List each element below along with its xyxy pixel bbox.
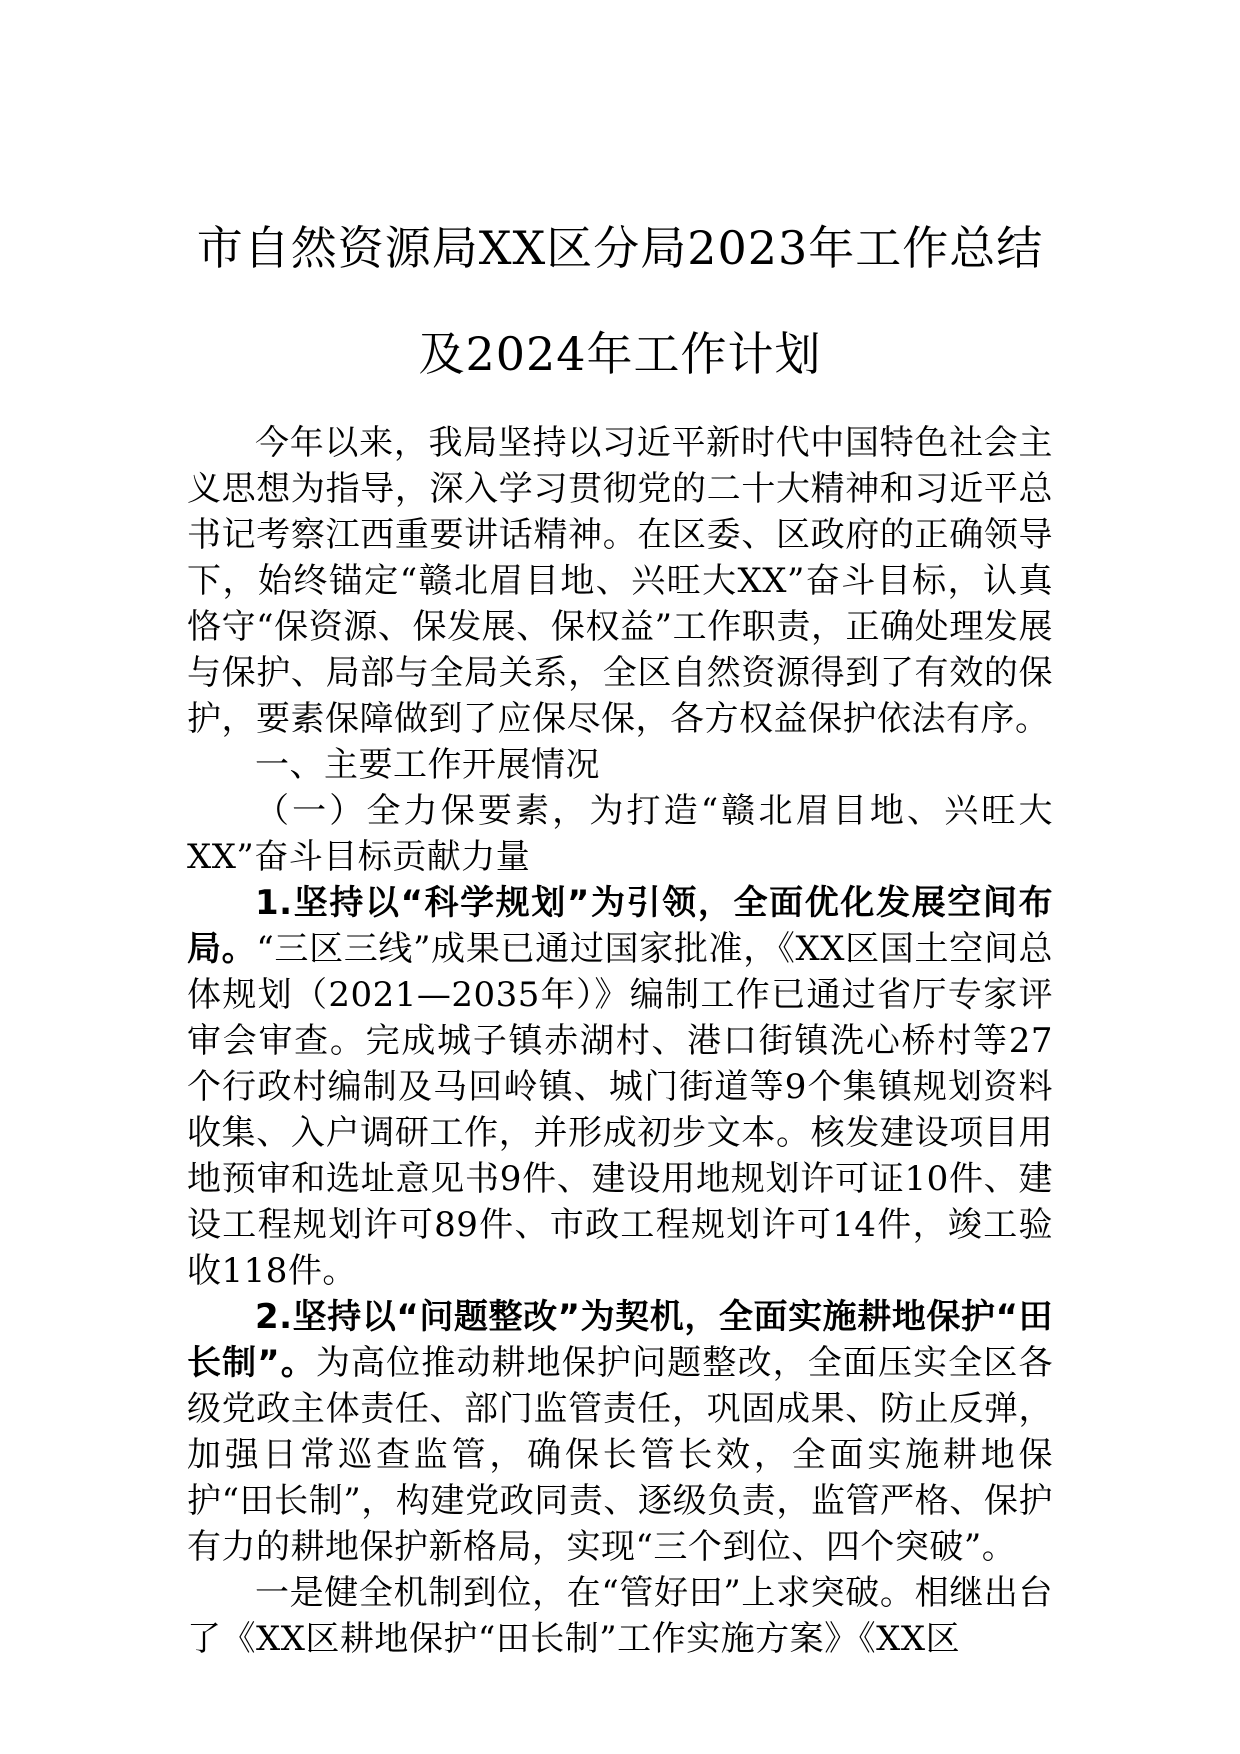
section-heading: 一、主要工作开展情况 xyxy=(255,745,600,785)
item-2-text: 为高位推动耕地保护问题整改，全面压实全区各级党政主体责任、部门监管责任，巩固成果、防止反弹，加强日常巡查监管，确保长管长效，全面实施耕地保护“田长制”，构建党政同责、逐级负责，监管严格、保护有力的耕地保护新格局，实现“三个到位、四个突破”。 xyxy=(187,1343,1053,1567)
item-1-lead: 1.坚持以“科学规划”为引领，全面优化发展空间布局。 xyxy=(187,883,1053,969)
document-body xyxy=(187,420,1053,1662)
title-line-2: 及2024年工作计划 xyxy=(418,327,822,381)
item-1-text: “三区三线”成果已通过国家批准，《XX区国土空间总体规划（2021—2035年）》编制工作已通过省厅专家评审会审查。完成城子镇赤湖村、港口街镇洗心桥村等27个行政村编制及马回岭镇、城门街道等9个集镇规划资料收集、入户调研工作，并形成初步文本。核发建设项目用地预审和选址意见书9件、建设用地规划许可证10件、建设工程规划许可89件、市政工程规划许可14件，竣工验收118件。 xyxy=(187,929,1053,1291)
intro-paragraph: 今年以来，我局坚持以习近平新时代中国特色社会主义思想为指导，深入学习贯彻党的二十大精神和习近平总书记考察江西重要讲话精神。在区委、区政府的正确领导下，始终锚定“赣北眉目地、兴旺大XX”奋斗目标，认真恪守“保资源、保发展、保权益”工作职责，正确处理发展与保护、局部与全局关系，全区自然资源得到了有效的保护，要素保障做到了应保尽保，各方权益保护依法有序。 xyxy=(187,423,1053,739)
title-line-1: 市自然资源局XX区分局2023年工作总结 xyxy=(196,221,1044,275)
item-2-paragraph xyxy=(187,1294,1053,1570)
mechanism-paragraph: 一是健全机制到位，在“管好田”上求突破。相继出台了《XX区耕地保护“田长制”工作实施方案》《XX区 xyxy=(187,1573,1053,1659)
subsection-heading: （一）全力保要素，为打造“赣北眉目地、兴旺大XX”奋斗目标贡献力量 xyxy=(187,791,1053,877)
document-title xyxy=(150,195,1090,407)
item-1-paragraph xyxy=(187,880,1053,1294)
item-2-lead: 2.坚持以“问题整改”为契机，全面实施耕地保护“田长制”。 xyxy=(187,1297,1053,1383)
